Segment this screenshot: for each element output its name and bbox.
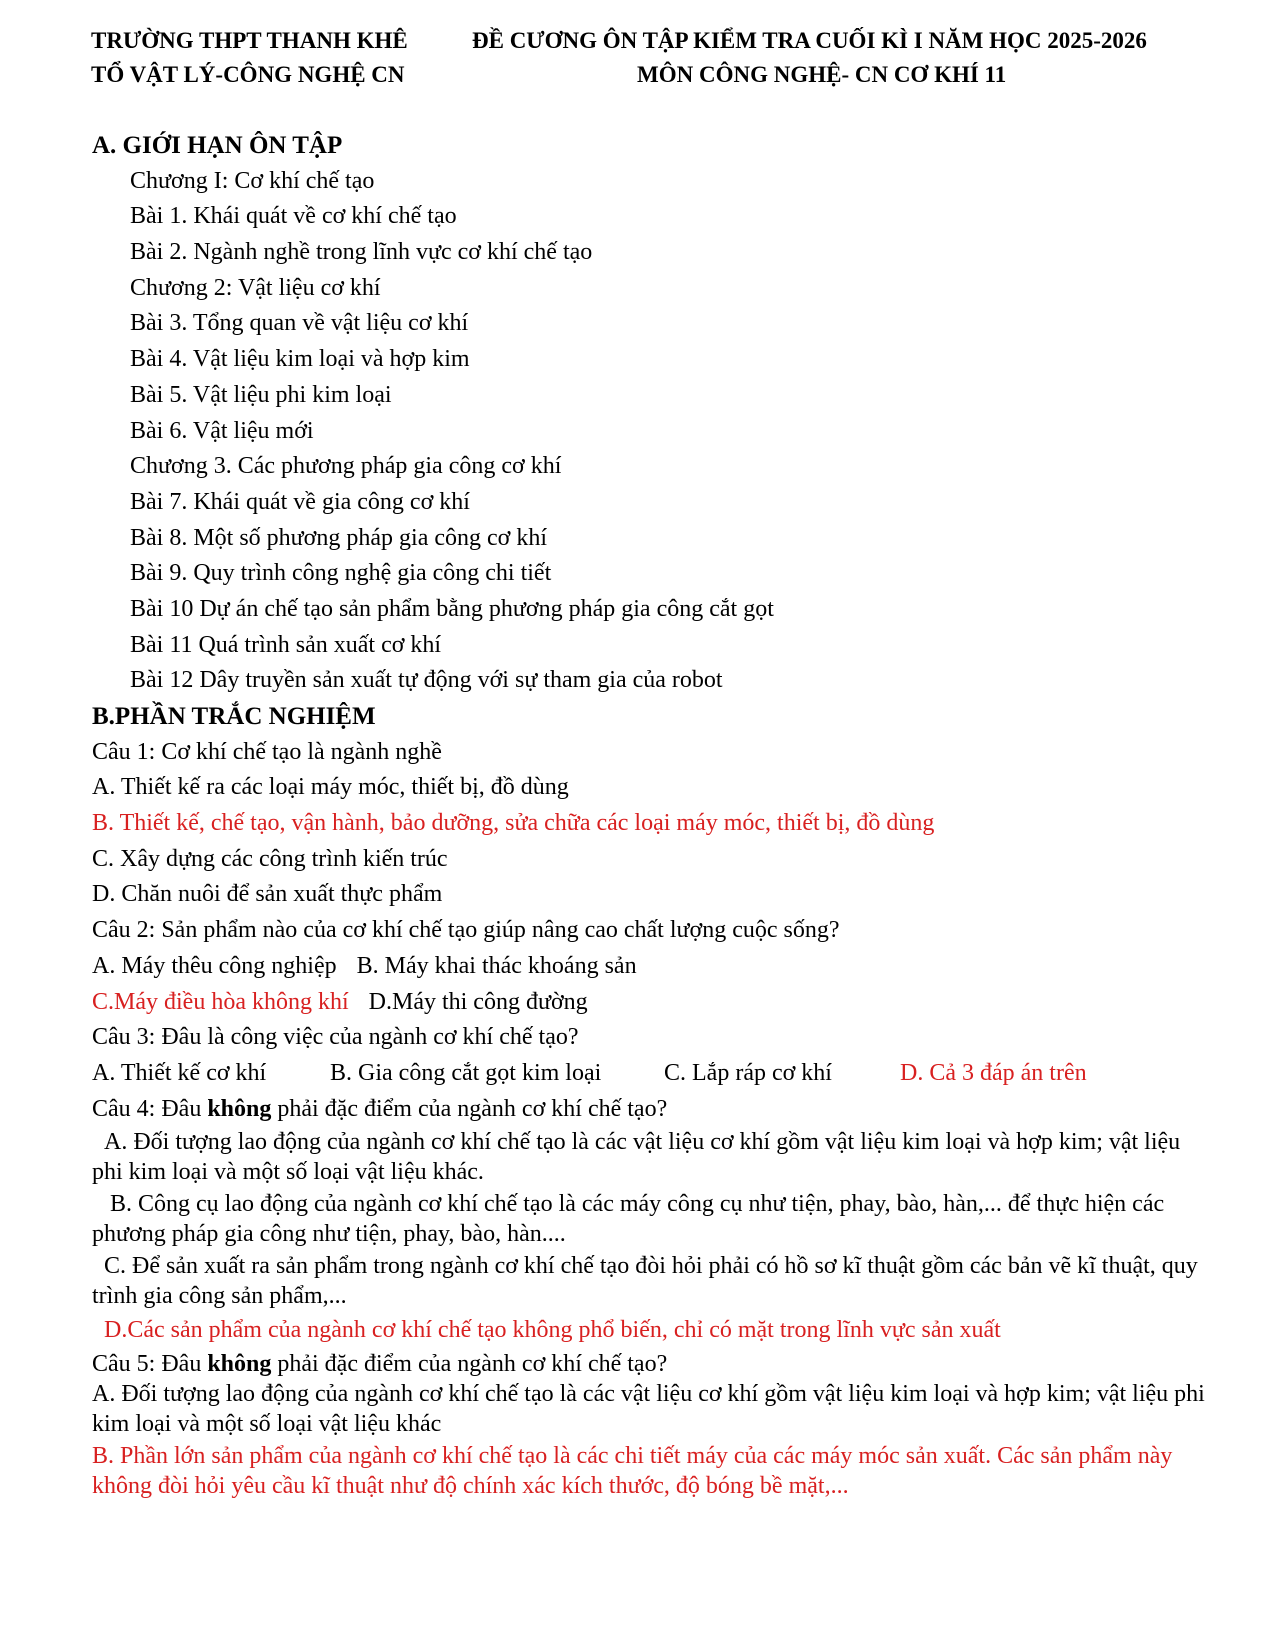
q4-option-d-correct: D.Các sản phẩm của ngành cơ khí chế tạo không phổ biến, chỉ có mặt trong lĩnh vực sản xuất: [104, 1317, 1001, 1344]
list-item: Bài 4. Vật liệu kim loại và hợp kim: [130, 346, 470, 373]
q4-option-b: B. Công cụ lao động của ngành cơ khí chế tạo là các máy công cụ như tiện, phay, bào, hàn,... để thực hiện các phương pháp gia công như tiện, phay, bào, hàn....: [92, 1191, 1165, 1248]
list-item: Bài 10 Dự án chế tạo sản phẩm bằng phương pháp gia công cắt gọt: [130, 595, 774, 622]
list-item: Chương 2: Vật liệu cơ khí: [130, 274, 381, 301]
list-item: Bài 12 Dây truyền sản xuất tự động với sự tham gia của robot: [130, 667, 723, 694]
q2-options-row-2: [92, 985, 1212, 1021]
q3-option-c: C. Lắp ráp cơ khí: [664, 1059, 832, 1086]
question-1: Câu 1: Cơ khí chế tạo là ngành nghề: [92, 738, 442, 765]
section-a-title: A. GIỚI HẠN ÔN TẬP: [92, 132, 343, 159]
q4-text-post: phải đặc điểm của ngành cơ khí chế tạo?: [271, 1095, 668, 1122]
section-b-title: B.PHẦN TRẮC NGHIỆM: [92, 703, 376, 730]
document-body: [92, 128, 1212, 1501]
question-5: [92, 1349, 1212, 1379]
q4-option-a: A. Đối tượng lao động của ngành cơ khí chế tạo là các vật liệu cơ khí gồm vật liệu kim loại và hợp kim; vật liệu phi kim loại và một số loại vật liệu khác.: [92, 1129, 1181, 1186]
q3-options-row: [92, 1056, 1212, 1092]
q1-option-b-correct: B. Thiết kế, chế tạo, vận hành, bảo dưỡng, sửa chữa các loại máy móc, thiết bị, đồ dùng: [92, 810, 935, 837]
q1-option-a: A. Thiết kế ra các loại máy móc, thiết bị, đồ dùng: [92, 774, 569, 801]
q5-option-a: A. Đối tượng lao động của ngành cơ khí chế tạo là các vật liệu cơ khí gồm vật liệu kim loại và hợp kim; vật liệu phi kim loại và một số loại vật liệu khác: [92, 1380, 1205, 1437]
question-3: Câu 3: Đâu là công việc của ngành cơ khí chế tạo?: [92, 1024, 579, 1051]
list-item: Chương 3. Các phương pháp gia công cơ khí: [130, 453, 562, 480]
q5-emphasis: không: [207, 1350, 272, 1377]
q4-text-pre: Câu 4: Đâu: [92, 1095, 208, 1122]
list-item: Bài 3. Tổng quan về vật liệu cơ khí: [130, 310, 469, 337]
q2-option-c-correct: C.Máy điều hòa không khí: [92, 988, 349, 1015]
list-item: Bài 11 Quá trình sản xuất cơ khí: [130, 631, 442, 658]
q2-option-b: B. Máy khai thác khoáng sản: [356, 952, 637, 979]
q5-text-pre: Câu 5: Đâu: [92, 1350, 208, 1377]
q5-option-b-correct: B. Phần lớn sản phẩm của ngành cơ khí chế tạo là các chi tiết máy của các máy móc sản xuất. Các sản phẩm này không đòi hỏi yêu cầu kĩ thuật như độ chính xác kích thước, độ bóng bề mặt,...: [92, 1442, 1173, 1499]
document-title: ĐỀ CƯƠNG ÔN TẬP KIỂM TRA CUỐI KÌ I NĂM HỌC 2025-2026: [472, 28, 1147, 53]
q1-option-d: D. Chăn nuôi để sản xuất thực phẩm: [92, 881, 443, 908]
list-item: Bài 1. Khái quát về cơ khí chế tạo: [130, 203, 457, 230]
q2-option-d: D.Máy thi công đường: [368, 988, 588, 1015]
department-name: TỔ VẬT LÝ-CÔNG NGHỆ CN: [91, 62, 405, 87]
q4-option-c: C. Để sản xuất ra sản phẩm trong ngành cơ khí chế tạo đòi hỏi phải có hồ sơ kĩ thuật gồm các bản vẽ kĩ thuật, quy trình gia công sản phẩm,...: [92, 1253, 1198, 1310]
q3-option-d-correct: D. Cả 3 đáp án trên: [900, 1059, 1087, 1086]
q2-option-a: A. Máy thêu công nghiệp: [92, 952, 337, 979]
q5-text-post: phải đặc điểm của ngành cơ khí chế tạo?: [271, 1350, 668, 1377]
list-item: Bài 9. Quy trình công nghệ gia công chi tiết: [130, 560, 552, 587]
list-item: Bài 2. Ngành nghề trong lĩnh vực cơ khí chế tạo: [130, 239, 593, 266]
question-2: Câu 2: Sản phẩm nào của cơ khí chế tạo giúp nâng cao chất lượng cuộc sống?: [92, 917, 840, 944]
subject-name: MÔN CÔNG NGHỆ- CN CƠ KHÍ 11: [637, 62, 1007, 87]
list-item: Bài 5. Vật liệu phi kim loại: [130, 381, 392, 408]
list-item: Bài 8. Một số phương pháp gia công cơ khí: [130, 524, 548, 551]
q3-option-b: B. Gia công cắt gọt kim loại: [330, 1059, 602, 1086]
q2-options-row-1: [92, 949, 1212, 985]
question-4: [92, 1092, 1212, 1128]
list-item: Chương I: Cơ khí chế tạo: [130, 167, 375, 194]
list-item: Bài 6. Vật liệu mới: [130, 417, 314, 444]
q4-emphasis: không: [207, 1095, 272, 1122]
q1-option-c: C. Xây dựng các công trình kiến trúc: [92, 845, 448, 872]
review-scope-list: [92, 164, 1212, 699]
q3-option-a: A. Thiết kế cơ khí: [92, 1059, 267, 1086]
list-item: Bài 7. Khái quát về gia công cơ khí: [130, 488, 470, 515]
school-name: TRƯỜNG THPT THANH KHÊ: [91, 28, 408, 53]
